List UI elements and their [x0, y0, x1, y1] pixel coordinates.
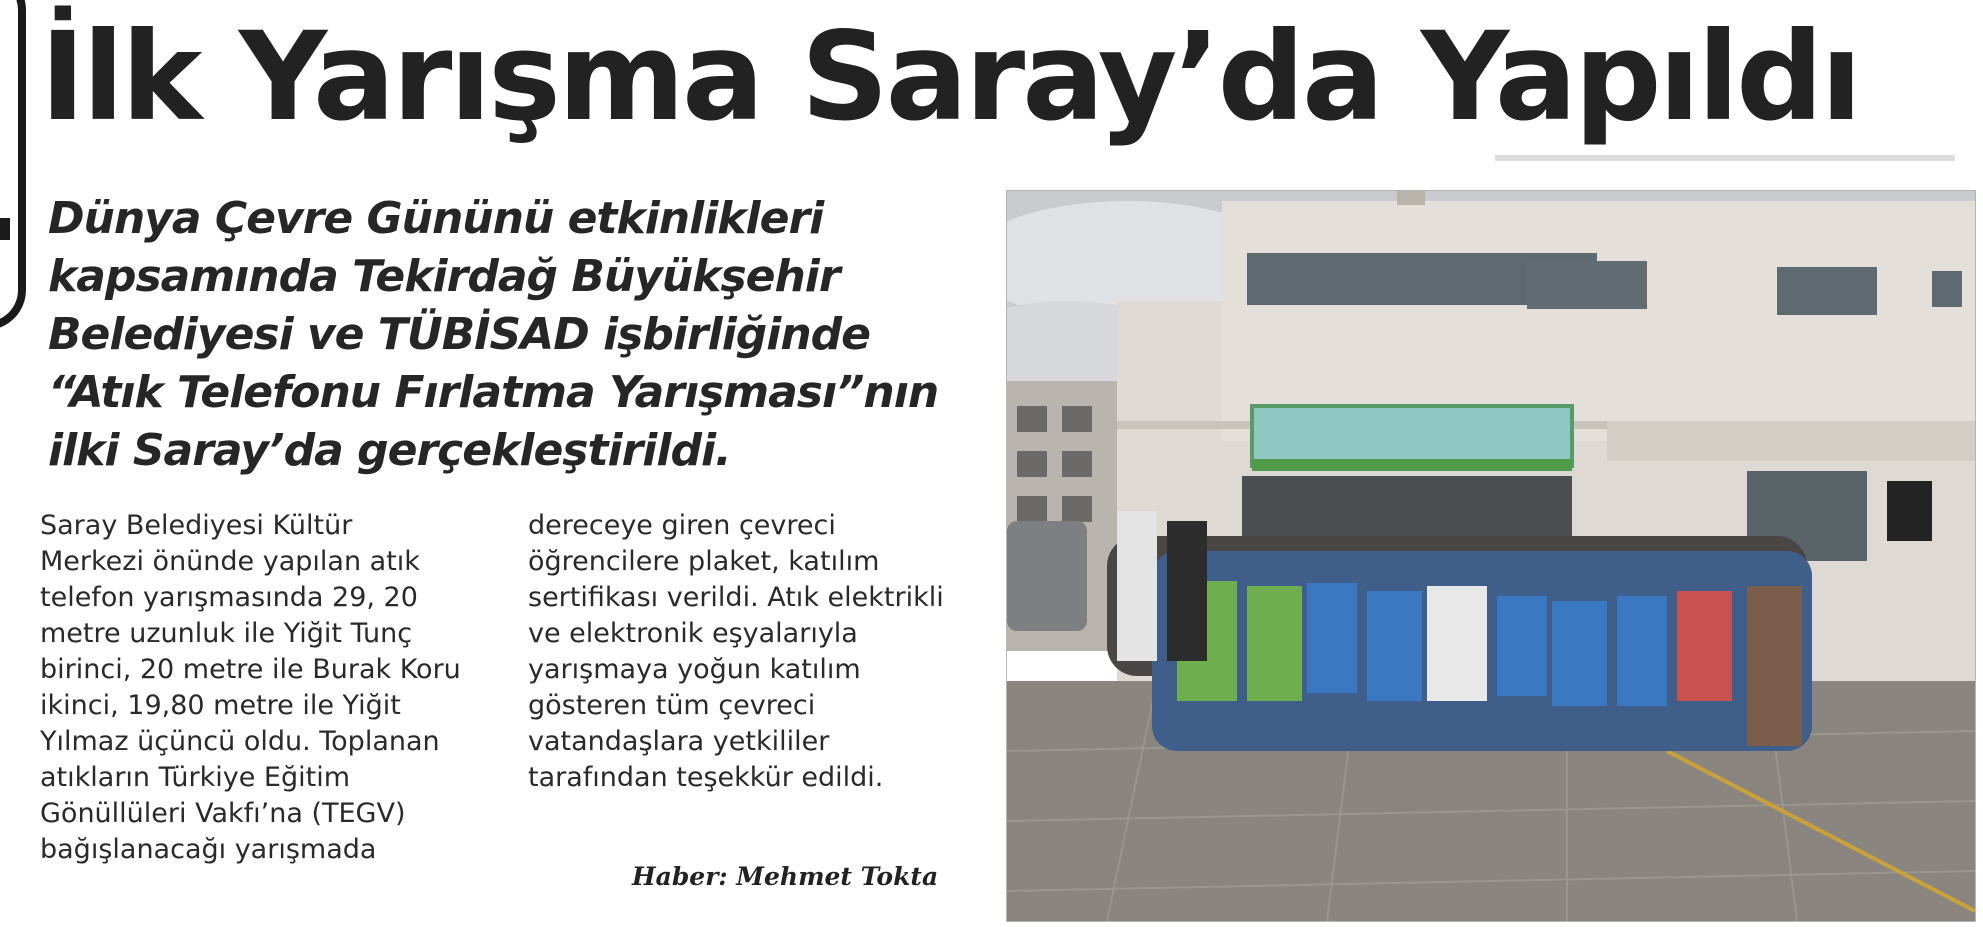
body-line: gösteren tüm çevreci — [528, 690, 816, 721]
body-line: ve elektronik eşyalarıyla — [528, 618, 858, 649]
body-line: tarafından teşekkür edildi. — [528, 762, 884, 793]
lede-line: “Atık Telefonu Fırlatma Yarışması”nın — [48, 367, 939, 418]
headline-rule — [1495, 155, 1955, 161]
body-line: telefon yarışmasında 29, 20 — [40, 582, 418, 613]
article-body-column-2 — [528, 508, 1008, 796]
body-line: Merkezi önünde yapılan atık — [40, 546, 420, 577]
body-line: öğrencilere plaket, katılım — [528, 546, 880, 577]
body-line: Gönüllüleri Vakfı’na (TEGV) — [40, 798, 406, 829]
body-line: dereceye giren çevreci — [528, 510, 836, 541]
body-line: sertifikası verildi. Atık elektrikli — [528, 582, 944, 613]
body-line: Yılmaz üçüncü oldu. Toplanan — [40, 726, 440, 757]
column-bracket — [0, 0, 26, 330]
body-line: vatandaşlara yetkililer — [528, 726, 830, 757]
photo-banner — [1252, 406, 1572, 466]
article-body-column-1 — [40, 508, 510, 868]
body-line: atıkların Türkiye Eğitim — [40, 762, 351, 793]
photo-crowd — [1107, 511, 1812, 751]
news-photo-illustration — [1007, 191, 1975, 921]
article-lede — [48, 190, 1008, 480]
news-photo — [1006, 190, 1976, 922]
bracket-tick — [0, 218, 10, 240]
body-line: ikinci, 19,80 metre ile Yiğit — [40, 690, 401, 721]
lede-line: ilki Saray’da gerçekleştirildi. — [48, 425, 731, 476]
body-line: yarışmaya yoğun katılım — [528, 654, 861, 685]
lede-line: Dünya Çevre Gününü etkinlikleri — [48, 193, 824, 244]
article-byline: Haber: Mehmet Tokta — [632, 862, 939, 891]
body-line: Saray Belediyesi Kültür — [40, 510, 353, 541]
body-line: birinci, 20 metre ile Burak Koru — [40, 654, 461, 685]
article-headline: İlk Yarışma Saray’da Yapıldı — [40, 6, 1860, 148]
lede-line: kapsamında Tekirdağ Büyükşehir — [48, 251, 840, 302]
lede-line: Belediyesi ve TÜBİSAD işbirliğinde — [48, 309, 871, 360]
body-line: metre uzunluk ile Yiğit Tunç — [40, 618, 413, 649]
body-line: bağışlanacağı yarışmada — [40, 834, 377, 865]
